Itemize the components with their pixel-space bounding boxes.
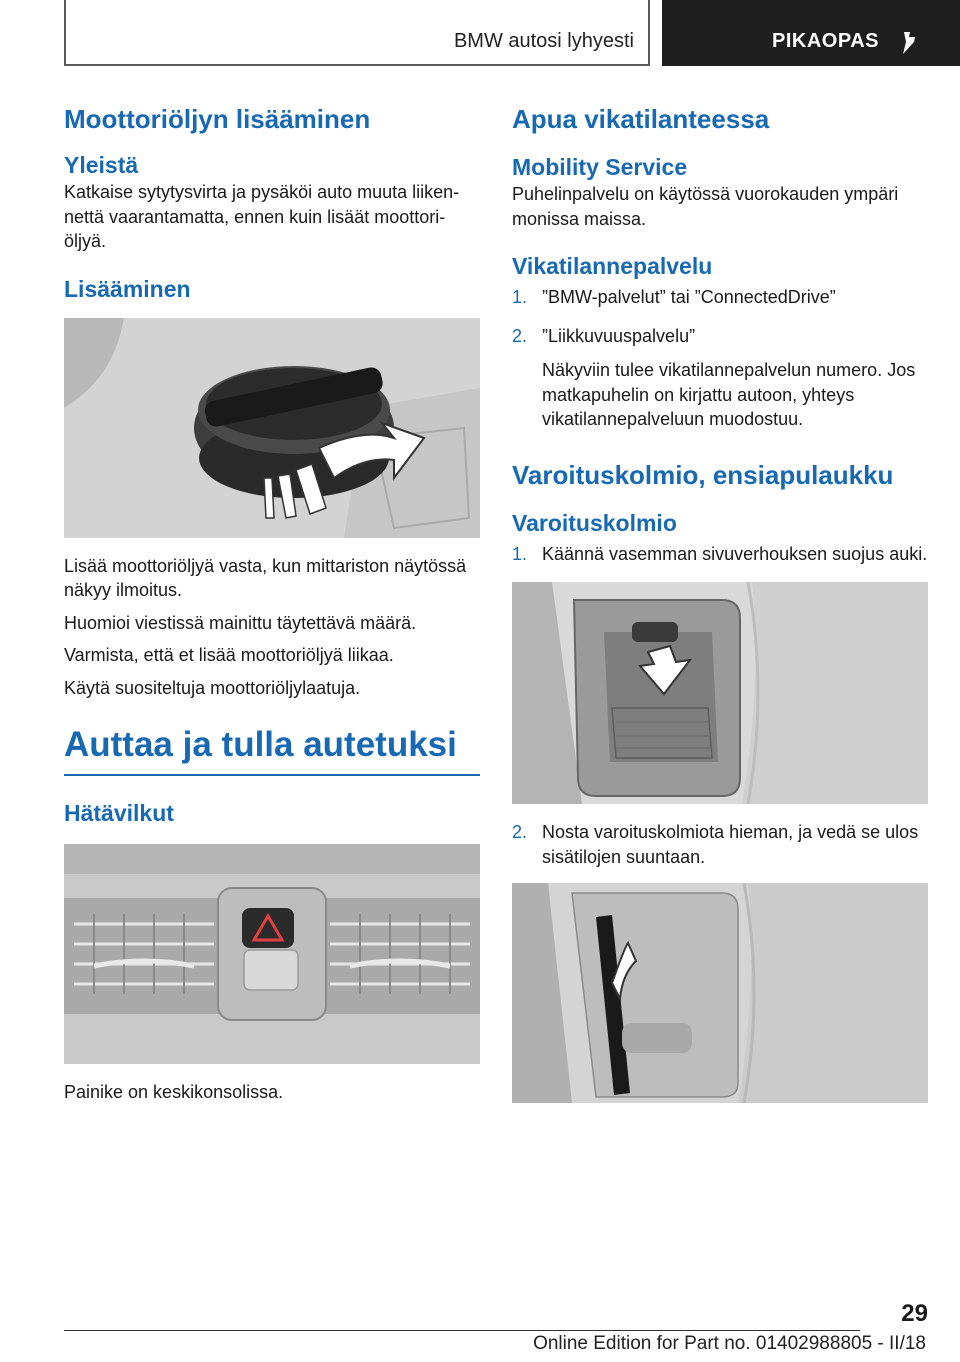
breakdown-note: Näkyviin tulee vikatilannepalvelun numero. Jos matkapuhelin on kirjattu autoon, yhteys vikatilannepalveluun muodostuu. <box>542 360 916 429</box>
chapter-title: Auttaa ja tulla autetuksi <box>64 722 480 776</box>
note-overfill: Varmista, että et lisää moottoriöljyä liikaa. <box>64 645 394 665</box>
mobility-text: Puhelinpalvelu on käytössä vuorokauden ympäri monissa maissa. <box>512 184 899 229</box>
triangle-heading: Varoituskolmio <box>512 509 677 536</box>
chapter-tab[interactable] <box>662 0 960 66</box>
hazard-button-image <box>64 844 480 1064</box>
section-title: BMW autosi lyhyesti <box>453 30 634 52</box>
note-grades: Käytä suositeltuja moottoriöljylaatuja. <box>64 677 361 698</box>
left-column <box>64 100 480 1105</box>
adding-heading: Lisääminen <box>64 275 191 302</box>
list-item: 1. ”BMW-palvelut” tai ”ConnectedDrive” <box>512 287 836 307</box>
breakdown-steps <box>512 285 928 348</box>
list-item: 2. ”Liikkuvuuspalvelu” <box>512 325 696 346</box>
warning-triangle-image <box>512 883 928 1103</box>
note-amount: Huomioi viestissä mainittu täytettävä määrä. <box>64 612 417 633</box>
footer-edition: Online Edition for Part no. 01402988805 - II/18 <box>533 1333 926 1354</box>
adding-caption: Lisää moottoriöljyä vasta, kun mittariston näytössä näkyy ilmoitus. <box>64 555 467 600</box>
hazard-caption: Painike on keskikonsolissa. <box>64 1082 284 1102</box>
breakdown-heading: Vikatilannepalvelu <box>512 253 713 279</box>
mobility-heading: Mobility Service <box>512 154 688 180</box>
side-trim-cover-image <box>512 582 928 804</box>
general-heading: Yleistä <box>64 152 139 178</box>
oil-title: Moottoriöljyn lisääminen <box>64 104 371 134</box>
triangle-steps-1 <box>512 542 928 567</box>
right-column <box>512 100 928 1103</box>
breakdown-title: Apua vikatilanteessa <box>512 104 770 134</box>
list-item: 1. Käännä vasemman sivuverhouksen suojus auki. <box>512 543 928 564</box>
kit-title: Varoituskolmio, ensiapulaukku <box>512 459 894 490</box>
general-text: Katkaise sytytysvirta ja pysäköi auto muuta liikennettä vaarantamatta, ennen kuin lisäät moottoriöljyä. <box>64 182 460 251</box>
page-number: 29 <box>901 1300 928 1327</box>
hazard-heading: Hätävilkut <box>64 800 174 826</box>
chapter-tab-label: PIKAOPAS <box>772 30 879 52</box>
triangle-steps-2 <box>512 820 928 869</box>
pin-icon <box>896 28 924 56</box>
list-item: 2. Nosta varoituskolmiota hieman, ja vedä se ulos sisätilojen suuntaan. <box>512 822 919 867</box>
oil-cap-image <box>64 318 480 538</box>
footer-divider <box>64 1330 860 1331</box>
